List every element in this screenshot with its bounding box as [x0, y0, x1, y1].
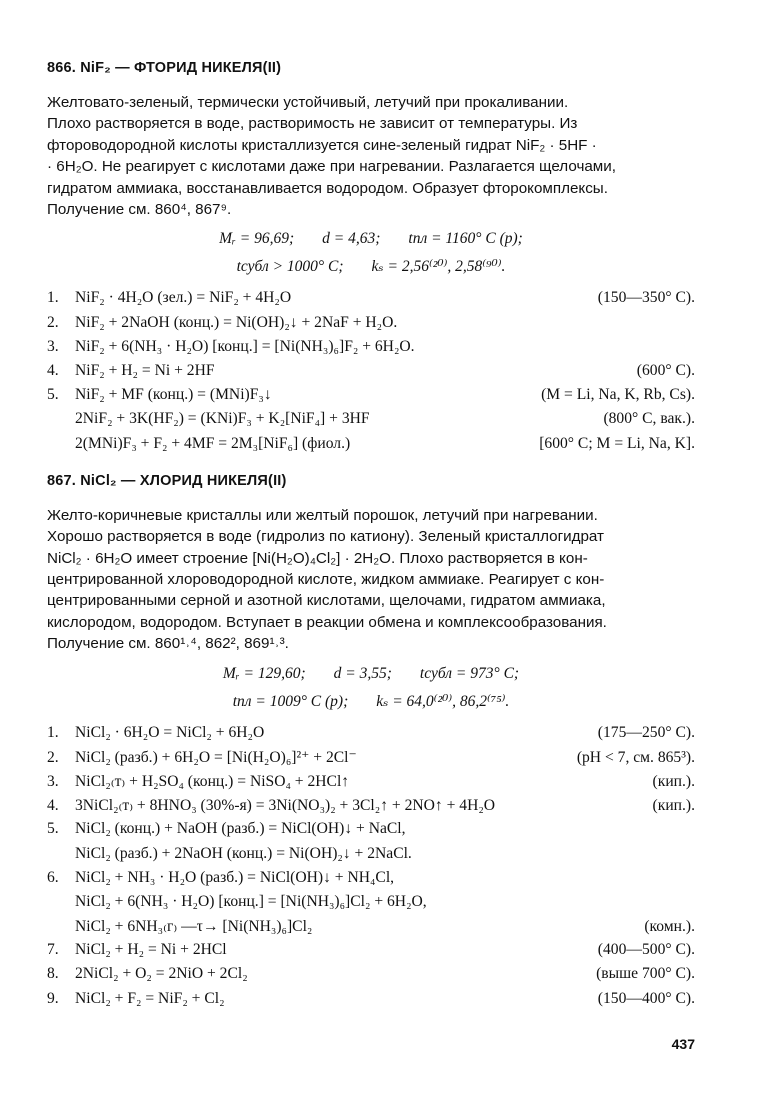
description-line: Хорошо растворяется в воде (гидролиз по катиону). Зеленый кристаллогидрат [47, 528, 604, 546]
description-line: Плохо растворяется в воде, растворимость не зависит от температуры. Из [47, 115, 578, 133]
reaction-row [47, 917, 695, 941]
sections-container [47, 60, 695, 1014]
reaction-row [47, 965, 695, 989]
reaction-equation: NiF₂ + 6(NH₃ · H₂O) [конц.] = [Ni(NH₃)₆]F₂ + 6H₂O. [75, 337, 415, 355]
reaction-row [47, 435, 695, 459]
section-description [47, 92, 695, 220]
reaction-condition: (175—250° C). [597, 723, 695, 741]
reaction-row [47, 990, 695, 1014]
reaction-number: 3. [47, 772, 59, 790]
section-description [47, 505, 695, 655]
section-2 [47, 473, 695, 1014]
reaction-equation: NiCl₂ + 6NH₃₍г₎ —τ→ [Ni(NH₃)₆]Cl₂ [75, 918, 313, 936]
reaction-row [47, 820, 695, 844]
reaction-condition: (150—350° C). [597, 289, 695, 307]
description-line: кислородом, водородом. Вступает в реакции обмена и комплексообразования. [47, 613, 607, 631]
reaction-number: 1. [47, 723, 59, 741]
reaction-equation: NiF₂ + H₂ = Ni + 2HF [75, 362, 215, 379]
constant-value: kₛ = 2,56⁽²⁰⁾, 2,58⁽⁹⁰⁾. [371, 258, 506, 276]
reaction-number: 5. [47, 820, 59, 838]
section-title: 866. NiF₂ — ФТОРИД НИКЕЛЯ(II) [47, 60, 282, 76]
reaction-row [47, 362, 695, 386]
reaction-number: 1. [47, 289, 59, 307]
reaction-equation: NiF₂ + 2NaOH (конц.) = Ni(OH)₂↓ + 2NaF + H₂O. [75, 313, 398, 331]
reaction-equation: NiCl₂₍т₎ + H₂SO₄ (конц.) = NiSO₄ + 2HCl↑ [75, 772, 350, 790]
reaction-equation: NiF₂ · 4H₂O (зел.) = NiF₂ + 4H₂O [75, 289, 292, 307]
reaction-equation: NiF₂ + MF (конц.) = (MNi)F₃↓ [75, 386, 272, 404]
reaction-condition: (400—500° C). [597, 941, 695, 959]
description-line: Получение см. 860¹˒⁴, 862², 869¹˒³. [47, 635, 289, 653]
reactions-list [47, 289, 695, 458]
reaction-row [47, 772, 695, 796]
reaction-number: 4. [47, 362, 59, 379]
reaction-condition: (комн.). [644, 918, 695, 936]
reaction-equation: NiCl₂ + H₂ = Ni + 2HCl [75, 941, 227, 959]
constants-block [47, 660, 695, 716]
reaction-number: 6. [47, 868, 59, 886]
reaction-condition: (150—400° C). [597, 989, 695, 1007]
reaction-condition: (кип.). [652, 797, 695, 815]
reaction-equation: NiCl₂ · 6H₂O = NiCl₂ + 6H₂O [75, 723, 265, 741]
constants-row [47, 660, 695, 688]
description-line: Получение см. 860⁴, 867⁹. [47, 201, 232, 219]
reaction-condition: (600° C). [636, 362, 695, 379]
reaction-equation: NiCl₂ (разб.) + 2NaOH (конц.) = Ni(OH)₂↓ + 2NaCl. [75, 844, 412, 862]
reaction-equation: 2NiF₂ + 3K(HF₂) = (KNi)F₃ + K₂[NiF₄] + 3HF [75, 410, 370, 428]
constant-value: tсубл > 1000° C; [236, 258, 344, 276]
reaction-row [47, 869, 695, 893]
reactions-list [47, 724, 695, 1014]
reaction-row [47, 796, 695, 820]
reaction-number: 4. [47, 797, 59, 815]
reaction-equation: NiCl₂ + 6(NH₃ · H₂O) [конц.] = [Ni(NH₃)₆]Cl₂ + 6H₂O, [75, 892, 427, 910]
reaction-number: 3. [47, 337, 59, 355]
description-line: Желтовато-зеленый, термически устойчивый, летучий при прокаливании. [47, 94, 569, 111]
reaction-condition: [600° C; M = Li, Na, K]. [539, 434, 695, 452]
reaction-equation: 2NiCl₂ + O₂ = 2NiO + 2Cl₂ [75, 965, 248, 983]
constant-value: tсубл = 973° C; [419, 664, 520, 682]
reaction-number: 2. [47, 748, 59, 766]
reaction-equation: NiCl₂ + NH₃ · H₂O (разб.) = NiCl(OH)↓ + NH₄Cl, [75, 868, 395, 886]
constants-row [47, 225, 695, 253]
constant-value: d = 3,55; [333, 664, 392, 682]
reaction-equation: NiCl₂ (конц.) + NaOH (разб.) = NiCl(OH)↓ + NaCl, [75, 820, 406, 838]
description-line: Желто-коричневые кристаллы или желтый порошок, летучий при нагревании. [47, 506, 598, 524]
reaction-number: 2. [47, 313, 59, 331]
reaction-number: 8. [47, 965, 59, 983]
description-line: центрированной хлороводородной кислоте, жидком аммиаке. Реагирует с кон- [47, 570, 605, 588]
reaction-condition: (pH < 7, см. 865³). [576, 748, 695, 766]
reaction-row [47, 338, 695, 362]
constant-value: Mᵣ = 129,60; [222, 664, 306, 682]
reaction-condition: (кип.). [652, 772, 695, 790]
reaction-condition: (выше 700° C). [596, 965, 695, 983]
reaction-condition: (M = Li, Na, K, Rb, Cs). [541, 386, 695, 404]
reaction-number: 9. [47, 989, 59, 1007]
description-line: гидратом аммиака, восстанавливается водородом. Образует фторокомплексы. [47, 179, 608, 197]
reaction-row [47, 724, 695, 748]
constant-value: kₛ = 64,0⁽²⁰⁾, 86,2⁽⁷⁵⁾. [376, 692, 510, 710]
section-title: 867. NiCl₂ — ХЛОРИД НИКЕЛЯ(II) [47, 472, 287, 489]
constant-value: Mᵣ = 96,69; [219, 230, 295, 248]
description-line: центрированными серной и азотной кислотами, щелочами, гидратом аммиака, [47, 592, 606, 610]
reaction-row [47, 893, 695, 917]
reaction-equation: 3NiCl₂₍т₎ + 8HNO₃ (30%-я) = 3Ni(NO₃)₂ + 3Cl₂↑ + 2NO↑ + 4H₂O [75, 797, 496, 815]
reaction-number: 5. [47, 386, 59, 404]
constant-value: tпл = 1009° C (р); [232, 692, 349, 710]
reaction-row [47, 386, 695, 410]
reaction-equation: 2(MNi)F₃ + F₂ + 4MF = 2M₃[NiF₆] (фиол.) [75, 434, 351, 452]
constant-value: d = 4,63; [322, 230, 381, 248]
reaction-row [47, 314, 695, 338]
description-line: фтороводородной кислоты кристаллизуется сине-зеленый гидрат NiF₂ · 5HF · [47, 136, 597, 154]
constants-row [47, 688, 695, 716]
section-1 [47, 60, 695, 459]
description-line: · 6H₂O. Не реагирует с кислотами даже при нагревании. Разлагается щелочами, [47, 158, 616, 176]
reaction-number: 7. [47, 941, 59, 959]
constants-block [47, 225, 695, 281]
reaction-equation: NiCl₂ + F₂ = NiF₂ + Cl₂ [75, 989, 225, 1007]
page-number: 437 [671, 1036, 695, 1052]
reaction-equation: NiCl₂ (разб.) + 6H₂O = [Ni(H₂O)₆]²⁺ + 2Cl⁻ [75, 748, 357, 766]
constant-value: tпл = 1160° C (р); [408, 230, 523, 248]
description-line: NiCl₂ · 6H₂O имеет строение [Ni(H₂O)₄Cl₂] · 2H₂O. Плохо растворяется в кон- [47, 549, 588, 567]
reaction-row [47, 845, 695, 869]
page-content [47, 60, 695, 1014]
reaction-condition: (800° C, вак.). [603, 410, 695, 428]
constants-row [47, 253, 695, 281]
reaction-row [47, 748, 695, 772]
reaction-row [47, 410, 695, 434]
reaction-row [47, 289, 695, 313]
reaction-row [47, 941, 695, 965]
